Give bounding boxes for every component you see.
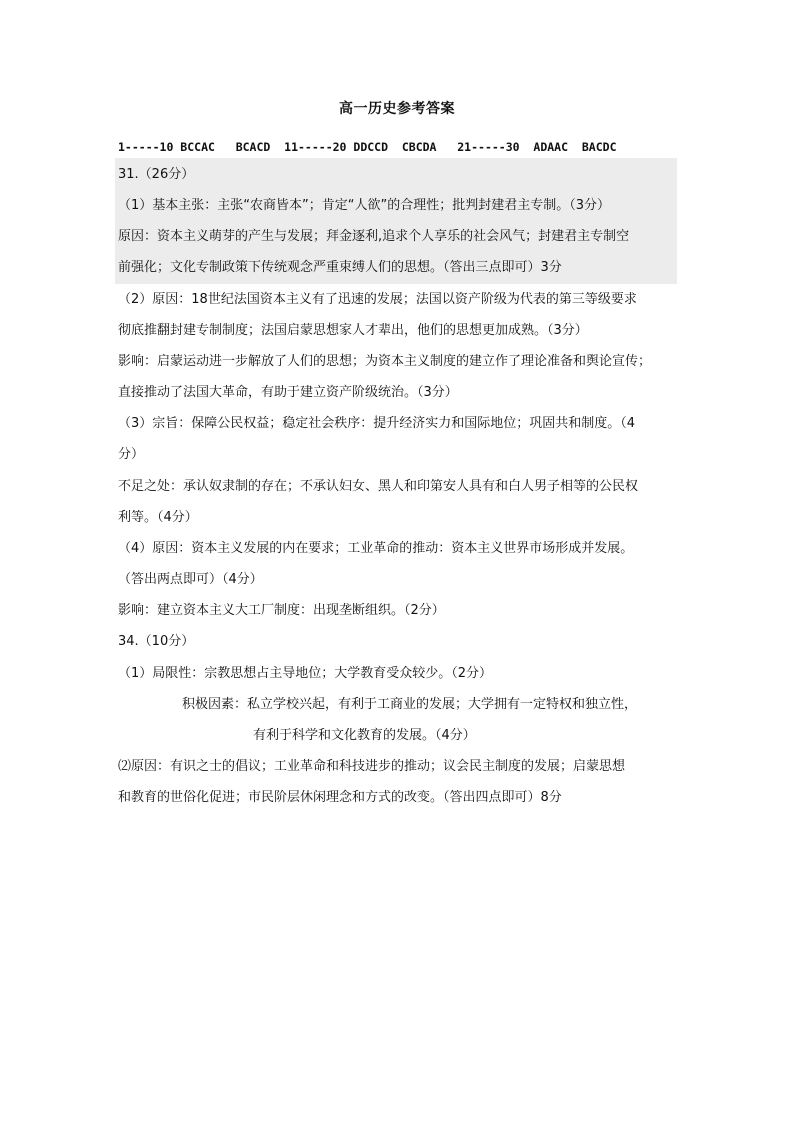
mcq-answer-key: 1-----10 BCCAC BCACD 11-----20 DDCCD CBCDA 21-----30 ADAAC BACDC bbox=[118, 140, 617, 154]
page-title: 高一历史参考答案 bbox=[339, 101, 455, 117]
q31-part3-shortfall-line1: 不足之处：承认奴隶制的存在；不承认妇女、黑人和印第安人具有和白人男子相等的公民权 bbox=[118, 479, 639, 494]
q31-part1-reason-line2: 前强化；文化专制政策下传统观念严重束缚人们的思想。（答出三点即可）3分 bbox=[118, 260, 562, 275]
q31-part2-reason-line1: （2）原因：18世纪法国资本主义有了迅速的发展；法国以资产阶级为代表的第三等级要求 bbox=[118, 292, 637, 307]
q31-part4-impact: 影响：建立资本主义大工厂制度：出现垄断组织。（2分） bbox=[118, 603, 445, 618]
q31-part1-reason-line1: 原因：资本主义萌芽的产生与发展；拜金逐利,追求个人享乐的社会风气；封建君主专制空 bbox=[118, 229, 630, 244]
q31-part2-reason-line2: 彻底推翻封建专制制度；法国启蒙思想家人才辈出，他们的思想更加成熟。（3分） bbox=[118, 323, 588, 338]
q31-part1-claim: （1）基本主张：主张“农商皆本”；肯定“人欲”的合理性；批判封建君主专制。（3分） bbox=[118, 198, 610, 213]
q34-part1-limitation: （1）局限性：宗教思想占主导地位；大学教育受众较少。（2分） bbox=[118, 666, 493, 681]
q31-part2-impact-line1: 影响：启蒙运动进一步解放了人们的思想；为资本主义制度的建立作了理论准备和舆论宣传； bbox=[118, 354, 652, 369]
q34-part1-positive-line2: 有利于科学和文化教育的发展。（4分） bbox=[253, 728, 476, 743]
q31-part3-purpose-line2: 分） bbox=[118, 447, 145, 462]
q34-part2-reason-line1: ⑵原因：有识之士的倡议；工业革命和科技进步的推动；议会民主制度的发展；启蒙思想 bbox=[118, 759, 626, 774]
q31-part2-impact-line2: 直接推动了法国大革命，有助于建立资产阶级统治。（3分） bbox=[118, 385, 458, 400]
q31-part3-shortfall-line2: 利等。（4分） bbox=[118, 510, 198, 525]
q34-part1-positive-line1: 积极因素：私立学校兴起，有利于工商业的发展；大学拥有一定特权和独立性， bbox=[182, 697, 638, 712]
q34-part2-reason-line2: 和教育的世俗化促进；市民阶层休闲理念和方式的改变。（答出四点即可）8分 bbox=[118, 790, 562, 805]
q31-part4-reason-line2: （答出两点即可）（4分） bbox=[118, 572, 263, 587]
q31-part3-purpose-line1: （3）宗旨：保障公民权益；稳定社会秩序：提升经济实力和国际地位；巩固共和制度。（4 bbox=[118, 416, 636, 431]
q31-heading: 31.（26分） bbox=[118, 167, 195, 182]
q34-heading: 34.（10分） bbox=[118, 634, 195, 649]
q31-part4-reason-line1: （4）原因：资本主义发展的内在要求；工业革命的推动：资本主义世界市场形成并发展。 bbox=[118, 541, 634, 556]
